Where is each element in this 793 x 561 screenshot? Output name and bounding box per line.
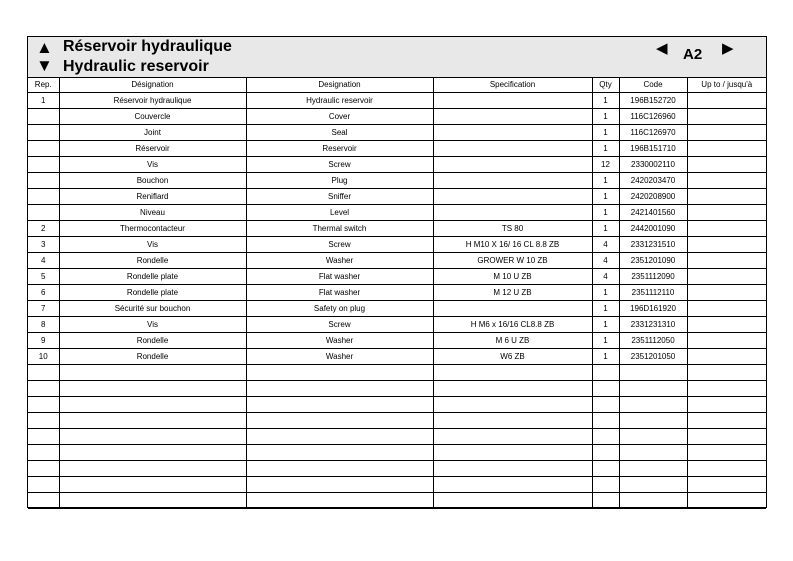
empty-cell (28, 429, 59, 445)
cell-code: 2351112110 (619, 285, 687, 301)
cell-specification: M 6 U ZB (433, 333, 592, 349)
empty-cell (433, 477, 592, 493)
cell-up-to (687, 349, 766, 365)
empty-cell (433, 365, 592, 381)
column-header: Designation (246, 78, 433, 93)
table-row (28, 237, 766, 253)
cell-code: 2421401560 (619, 205, 687, 221)
empty-cell (687, 493, 766, 509)
empty-cell (619, 429, 687, 445)
table-row (28, 109, 766, 125)
cell-qty: 1 (592, 205, 619, 221)
cell-designation-en: Washer (246, 349, 433, 365)
empty-cell (687, 445, 766, 461)
cell-qty: 1 (592, 349, 619, 365)
cell-designation-fr: Joint (59, 125, 246, 141)
empty-cell (592, 413, 619, 429)
cell-qty: 1 (592, 317, 619, 333)
empty-cell (592, 445, 619, 461)
cell-qty: 1 (592, 301, 619, 317)
table-row (28, 141, 766, 157)
cell-qty: 4 (592, 237, 619, 253)
empty-cell (592, 493, 619, 509)
table-row (28, 285, 766, 301)
cell-code: 196B152720 (619, 93, 687, 109)
cell-rep: 6 (28, 285, 59, 301)
cell-designation-en: Washer (246, 333, 433, 349)
cell-specification (433, 205, 592, 221)
cell-qty: 1 (592, 189, 619, 205)
column-header: Qty (592, 78, 619, 93)
empty-cell (592, 429, 619, 445)
empty-table-row (28, 429, 766, 445)
empty-cell (433, 429, 592, 445)
empty-cell (619, 397, 687, 413)
empty-cell (687, 413, 766, 429)
cell-specification (433, 301, 592, 317)
empty-cell (619, 493, 687, 509)
table-row (28, 173, 766, 189)
cell-designation-fr: Niveau (59, 205, 246, 221)
cell-rep: 9 (28, 333, 59, 349)
cell-designation-en: Screw (246, 317, 433, 333)
empty-cell (687, 381, 766, 397)
parts-sheet (27, 36, 767, 508)
cell-designation-en: Hydraulic reservoir (246, 93, 433, 109)
cell-designation-en: Washer (246, 253, 433, 269)
empty-cell (59, 461, 246, 477)
cell-up-to (687, 253, 766, 269)
cell-designation-en: Plug (246, 173, 433, 189)
cell-code: 116C126970 (619, 125, 687, 141)
cell-qty: 1 (592, 173, 619, 189)
empty-cell (592, 365, 619, 381)
cell-designation-en: Reservoir (246, 141, 433, 157)
cell-designation-fr: Vis (59, 317, 246, 333)
empty-cell (59, 477, 246, 493)
cell-designation-fr: Rondelle plate (59, 285, 246, 301)
table-row (28, 317, 766, 333)
column-header: Rep. (28, 78, 59, 93)
cell-up-to (687, 269, 766, 285)
cell-rep (28, 109, 59, 125)
empty-cell (59, 365, 246, 381)
empty-cell (433, 493, 592, 509)
cell-code: 2351201090 (619, 253, 687, 269)
empty-cell (28, 397, 59, 413)
cell-specification: GROWER W 10 ZB (433, 253, 592, 269)
empty-table-row (28, 397, 766, 413)
cell-qty: 1 (592, 221, 619, 237)
empty-cell (28, 493, 59, 509)
cell-specification (433, 109, 592, 125)
column-header: Specification (433, 78, 592, 93)
cell-rep: 8 (28, 317, 59, 333)
empty-table-row (28, 365, 766, 381)
cell-designation-fr: Réservoir (59, 141, 246, 157)
cell-code: 2351112090 (619, 269, 687, 285)
empty-cell (592, 461, 619, 477)
cell-designation-fr: Couvercle (59, 109, 246, 125)
empty-cell (246, 445, 433, 461)
cell-designation-en: Level (246, 205, 433, 221)
table-row (28, 189, 766, 205)
cell-rep: 4 (28, 253, 59, 269)
cell-rep: 2 (28, 221, 59, 237)
cell-qty: 1 (592, 285, 619, 301)
empty-cell (59, 429, 246, 445)
empty-cell (687, 461, 766, 477)
table-row (28, 205, 766, 221)
empty-table-row (28, 477, 766, 493)
cell-up-to (687, 333, 766, 349)
cell-designation-fr: Rondelle (59, 253, 246, 269)
cell-qty: 1 (592, 333, 619, 349)
cell-up-to (687, 157, 766, 173)
cell-designation-en: Sniffer (246, 189, 433, 205)
cell-rep: 7 (28, 301, 59, 317)
cell-qty: 1 (592, 93, 619, 109)
empty-table-row (28, 461, 766, 477)
empty-cell (619, 477, 687, 493)
table-row (28, 157, 766, 173)
cell-code: 2331231510 (619, 237, 687, 253)
column-header: Code (619, 78, 687, 93)
empty-cell (433, 381, 592, 397)
empty-cell (246, 429, 433, 445)
cell-designation-fr: Sécurité sur bouchon (59, 301, 246, 317)
empty-cell (687, 477, 766, 493)
cell-specification: H M10 X 16/ 16 CL 8.8 ZB (433, 237, 592, 253)
cell-qty: 4 (592, 253, 619, 269)
cell-up-to (687, 317, 766, 333)
empty-cell (59, 493, 246, 509)
table-row (28, 125, 766, 141)
cell-up-to (687, 285, 766, 301)
title-french: Réservoir hydraulique (63, 38, 232, 55)
cell-code: 196D161920 (619, 301, 687, 317)
cell-specification (433, 157, 592, 173)
empty-cell (28, 365, 59, 381)
cell-designation-fr: Rondelle (59, 349, 246, 365)
empty-cell (59, 381, 246, 397)
cell-designation-fr: Vis (59, 157, 246, 173)
cell-qty: 1 (592, 125, 619, 141)
table-row (28, 301, 766, 317)
cell-up-to (687, 173, 766, 189)
sheet-header (28, 37, 766, 78)
cell-rep: 1 (28, 93, 59, 109)
empty-cell (433, 445, 592, 461)
previous-page-icon[interactable]: ◀ (656, 40, 668, 57)
empty-cell (28, 445, 59, 461)
empty-cell (28, 413, 59, 429)
empty-cell (246, 477, 433, 493)
cell-rep (28, 157, 59, 173)
cell-specification (433, 93, 592, 109)
empty-cell (28, 461, 59, 477)
cell-up-to (687, 237, 766, 253)
empty-table-row (28, 493, 766, 509)
cell-specification: H M6 x 16/16 CL8.8 ZB (433, 317, 592, 333)
cell-specification (433, 125, 592, 141)
arrow-down-icon[interactable]: ▼ (36, 56, 53, 75)
cell-qty: 4 (592, 269, 619, 285)
cell-code: 116C126960 (619, 109, 687, 125)
parts-table (28, 78, 766, 509)
table-row (28, 93, 766, 109)
cell-designation-en: Cover (246, 109, 433, 125)
cell-up-to (687, 221, 766, 237)
empty-cell (246, 397, 433, 413)
cell-up-to (687, 125, 766, 141)
cell-specification: TS 80 (433, 221, 592, 237)
empty-cell (619, 445, 687, 461)
empty-cell (619, 381, 687, 397)
empty-cell (59, 397, 246, 413)
cell-designation-fr: Bouchon (59, 173, 246, 189)
cell-rep: 5 (28, 269, 59, 285)
column-header: Up to / jusqu'à (687, 78, 766, 93)
cell-specification: M 10 U ZB (433, 269, 592, 285)
cell-up-to (687, 141, 766, 157)
empty-cell (592, 381, 619, 397)
empty-cell (592, 397, 619, 413)
cell-up-to (687, 93, 766, 109)
cell-designation-fr: Reniflard (59, 189, 246, 205)
empty-cell (619, 413, 687, 429)
cell-rep (28, 173, 59, 189)
cell-qty: 12 (592, 157, 619, 173)
cell-qty: 1 (592, 109, 619, 125)
cell-rep (28, 141, 59, 157)
cell-code: 2331231310 (619, 317, 687, 333)
table-header-row (28, 78, 766, 93)
cell-designation-fr: Rondelle plate (59, 269, 246, 285)
empty-cell (592, 477, 619, 493)
cell-specification (433, 189, 592, 205)
cell-specification (433, 141, 592, 157)
cell-rep (28, 125, 59, 141)
cell-designation-fr: Thermocontacteur (59, 221, 246, 237)
empty-cell (687, 397, 766, 413)
cell-designation-en: Flat washer (246, 269, 433, 285)
empty-cell (59, 413, 246, 429)
cell-rep: 3 (28, 237, 59, 253)
title-english: Hydraulic reservoir (63, 58, 209, 75)
empty-cell (28, 477, 59, 493)
empty-cell (246, 461, 433, 477)
cell-code: 2351201050 (619, 349, 687, 365)
empty-cell (28, 381, 59, 397)
empty-table-row (28, 413, 766, 429)
empty-cell (246, 413, 433, 429)
table-row (28, 333, 766, 349)
empty-cell (619, 461, 687, 477)
cell-code: 2351112050 (619, 333, 687, 349)
cell-rep (28, 189, 59, 205)
cell-designation-en: Flat washer (246, 285, 433, 301)
cell-specification: M 12 U ZB (433, 285, 592, 301)
next-page-icon[interactable]: ▶ (722, 40, 734, 57)
cell-designation-en: Safety on plug (246, 301, 433, 317)
empty-cell (619, 365, 687, 381)
empty-cell (687, 365, 766, 381)
empty-table-row (28, 381, 766, 397)
cell-designation-en: Screw (246, 157, 433, 173)
empty-cell (433, 397, 592, 413)
arrow-up-icon[interactable]: ▲ (36, 38, 53, 57)
cell-up-to (687, 189, 766, 205)
cell-up-to (687, 109, 766, 125)
table-row (28, 221, 766, 237)
empty-cell (246, 381, 433, 397)
empty-cell (433, 461, 592, 477)
cell-designation-fr: Rondelle (59, 333, 246, 349)
empty-cell (433, 413, 592, 429)
empty-cell (687, 429, 766, 445)
cell-rep (28, 205, 59, 221)
empty-cell (246, 365, 433, 381)
empty-cell (246, 493, 433, 509)
column-header: Désignation (59, 78, 246, 93)
cell-code: 2420203470 (619, 173, 687, 189)
cell-designation-en: Thermal switch (246, 221, 433, 237)
cell-up-to (687, 301, 766, 317)
cell-code: 2442001090 (619, 221, 687, 237)
table-row (28, 253, 766, 269)
cell-designation-fr: Vis (59, 237, 246, 253)
cell-specification (433, 173, 592, 189)
table-row (28, 349, 766, 365)
table-row (28, 269, 766, 285)
cell-code: 2420208900 (619, 189, 687, 205)
empty-cell (59, 445, 246, 461)
cell-designation-fr: Réservoir hydraulique (59, 93, 246, 109)
cell-specification: W6 ZB (433, 349, 592, 365)
cell-rep: 10 (28, 349, 59, 365)
cell-designation-en: Seal (246, 125, 433, 141)
cell-code: 196B151710 (619, 141, 687, 157)
cell-up-to (687, 205, 766, 221)
cell-code: 2330002110 (619, 157, 687, 173)
empty-table-row (28, 445, 766, 461)
cell-qty: 1 (592, 141, 619, 157)
page-id: A2 (683, 46, 703, 63)
cell-designation-en: Screw (246, 237, 433, 253)
